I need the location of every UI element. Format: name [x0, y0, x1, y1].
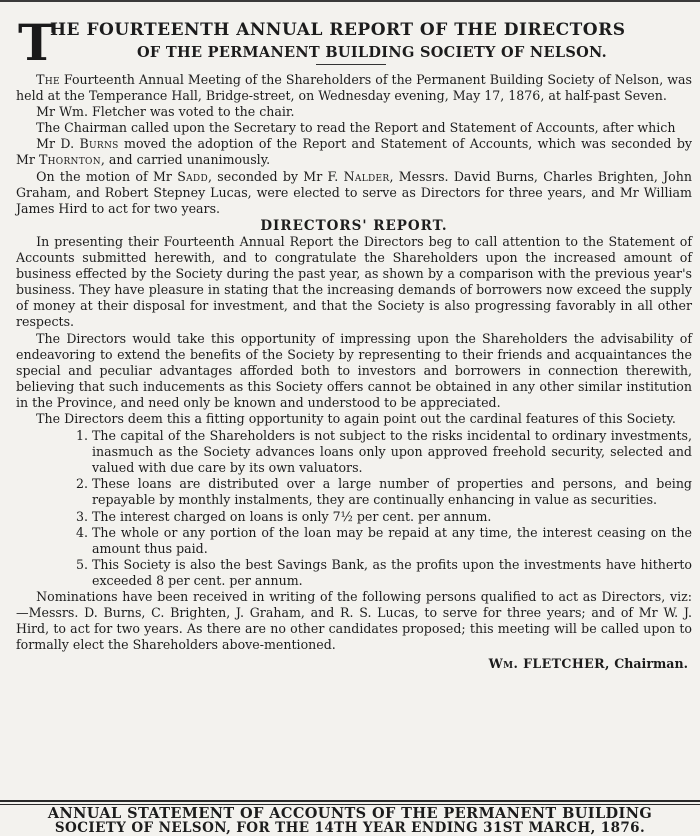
feature-text: These loans are distributed over a large number of properties and persons, and being repayable by monthly instalments, they are continually enhancing in value as securities. [92, 476, 692, 508]
name-burns: Burns [79, 136, 119, 152]
statement-rule-thick [0, 800, 700, 802]
adoption-text-a: Mr D. [36, 136, 75, 152]
report-paragraph-2: The Directors would take this opportunity of impressing upon the Shareholders the advisability of endeavoring to extend the benefits of the Society by representing to their friends and acquaintances the special and peculiar advantages afforded both to investors and borrowers in connection therewith, believing that such inducements as this Society offers cannot be obtained in any other similar institution in the Province, and need only be known and understood to be appreciated. [16, 330, 692, 410]
cardinal-features-list [16, 428, 692, 589]
report-paragraph-3: The Directors deem this a fitting opportunity to again point out the cardinal features of this Society. [36, 410, 676, 426]
report-title [14, 13, 694, 72]
feature-item [16, 476, 692, 508]
adoption-paragraph [16, 136, 692, 168]
statement-heading [0, 806, 700, 836]
meeting-lead-word: The [36, 72, 60, 87]
name-nalder: Nalder [343, 168, 390, 184]
feature-item [16, 557, 692, 589]
election-text-b: , seconded by Mr F. [207, 168, 339, 184]
title-line-2: OF THE PERMANENT BUILDING SOCIETY OF NELSON. [136, 44, 607, 61]
election-text-c: , Messrs. David Burns, Charles Brighten, John Graham, and Robert Stepney Lucas, were elected to serve as Directors for three years, and Mr William James Hird to act for two years. [16, 168, 692, 216]
secretary-paragraph: The Chairman called upon the Secretary to read the Report and Statement of Accounts, after which [36, 120, 676, 136]
feature-text: This Society is also the best Savings Bank, as the profits upon the investments have hitherto exceeded 8 per cent. per annum. [92, 556, 692, 588]
report-body [16, 72, 692, 672]
feature-item [16, 525, 692, 557]
signature-name: Wm. FLETCHER, [488, 656, 610, 672]
chair-paragraph: Mr Wm. Fletcher was voted to the chair. [36, 104, 295, 120]
title-line-1: HE FOURTEENTH ANNUAL REPORT OF THE DIRECTORS [50, 20, 626, 40]
feature-number: 3. [75, 508, 88, 524]
election-text-a: On the motion of Mr [36, 168, 172, 184]
drop-cap: T [18, 13, 56, 72]
feature-item [16, 509, 692, 525]
meeting-text: Fourteenth Annual Meeting of the Shareholders of the Permanent Building Society of Nelson, was held at the Temperance Hall, Bridge-street, on Wednesday evening, May 17, 1876, at half-past Seven. [16, 72, 692, 104]
feature-text: The interest charged on loans is only 7½ per cent. per annum. [92, 508, 492, 524]
feature-number: 2. [75, 476, 88, 492]
nominations-paragraph: Nominations have been received in writing of the following persons qualified to act as Directors, viz:—Messrs. D. Burns, C. Brighten, J. Graham, and R. S. Lucas, to serve for three years; and of Mr W. J. Hird, to act for two years. As there are no other candidates proposed; this meeting will be called upon to formally elect the Shareholders above-mentioned. [16, 589, 692, 653]
signature [16, 656, 692, 672]
name-thornton: Thornton [38, 152, 101, 168]
adoption-text-b: moved the adoption of the Report and Statement of Accounts, which was seconded by Mr [16, 136, 692, 168]
feature-item [16, 428, 692, 476]
feature-number: 4. [75, 524, 88, 540]
election-paragraph [16, 169, 692, 217]
feature-number: 5. [75, 556, 88, 572]
feature-text: The capital of the Shareholders is not subject to the risks incidental to ordinary investments, inasmuch as the Society advances loans only upon approved freehold security, selected and valued with due care by its own valuators. [92, 428, 692, 476]
statement-line-1: ANNUAL STATEMENT OF ACCOUNTS OF THE PERMANENT BUILDING [47, 805, 653, 822]
directors-report-heading: DIRECTORS' REPORT. [260, 217, 448, 234]
name-sadd: Sadd [177, 168, 208, 184]
adoption-text-c: , and carried unanimously. [100, 152, 271, 168]
top-border-rule [0, 0, 700, 2]
meeting-paragraph [16, 72, 692, 104]
feature-number: 1. [75, 428, 88, 444]
statement-line-2: SOCIETY OF NELSON, FOR THE 14TH YEAR ENDING 31ST MARCH, 1876. [54, 820, 646, 836]
report-paragraph-1: In presenting their Fourteenth Annual Report the Directors beg to call attention to the Statement of Accounts submitted herewith, and to congratulate the Shareholders upon the increased amount of business effected by the Society during the past year, as shown by a comparison with the previous year's business. They have pleasure in stating that the increasing demands of borrowers now exceed the supply of money at their disposal for investment, and that the Society is also progressing favorably in all other respects. [16, 233, 692, 330]
title-divider [316, 64, 386, 65]
signature-role: Chairman. [614, 656, 688, 672]
feature-text: The whole or any portion of the loan may be repaid at any time, the interest ceasing on the amount thus paid. [92, 524, 692, 556]
